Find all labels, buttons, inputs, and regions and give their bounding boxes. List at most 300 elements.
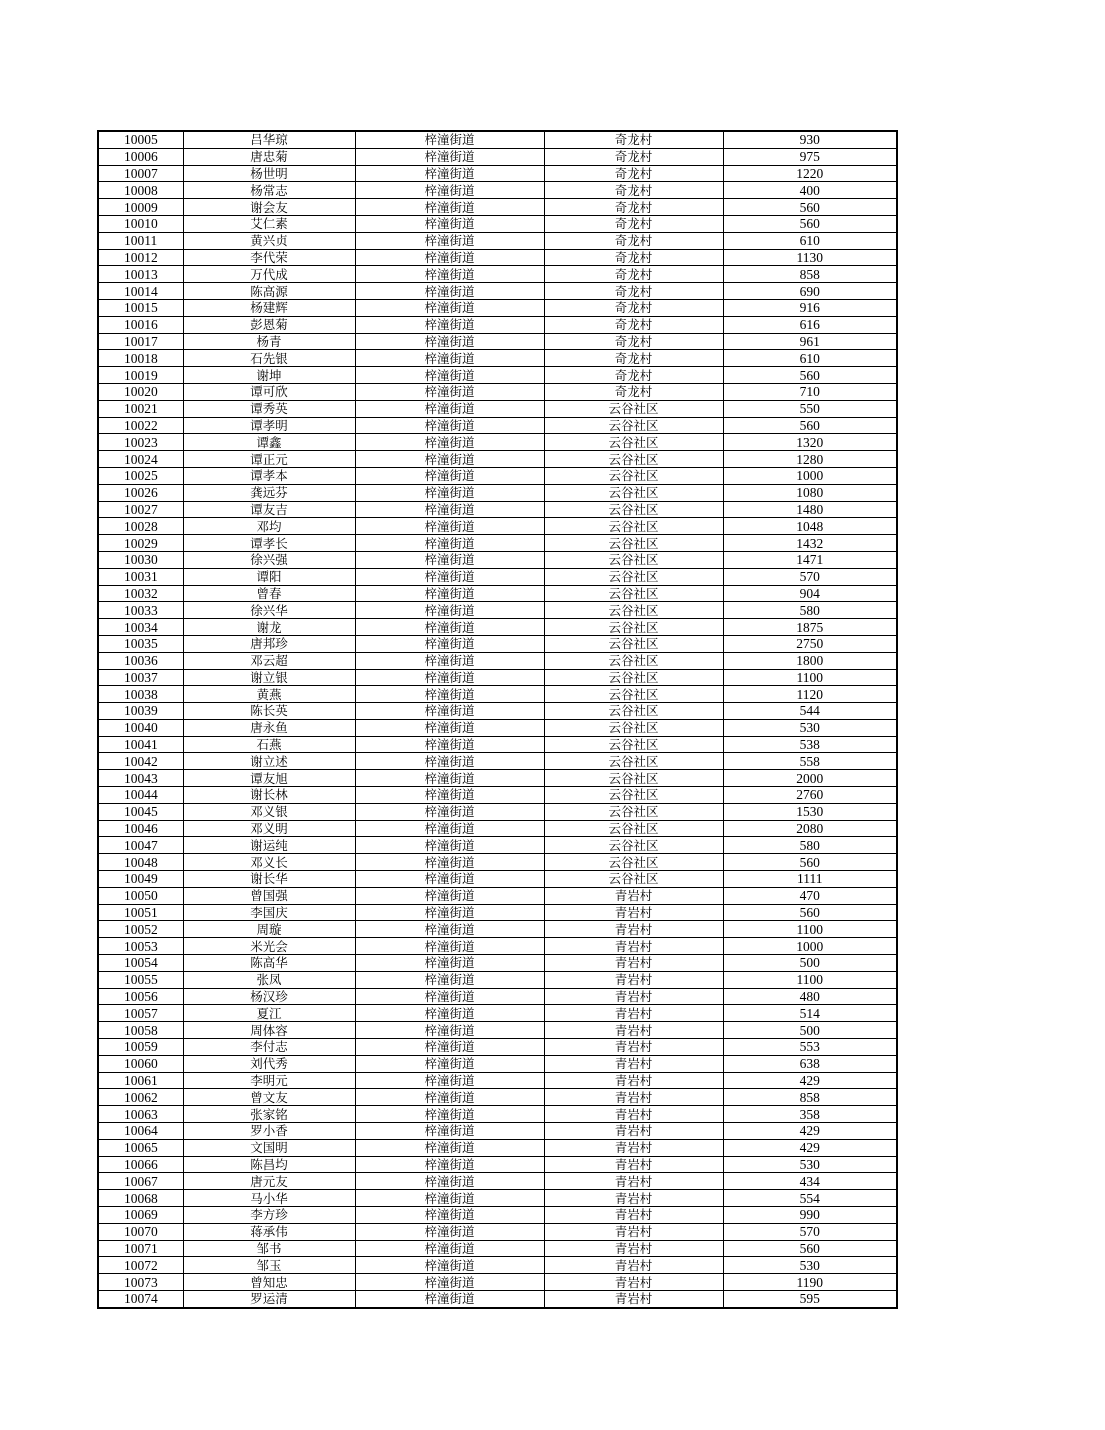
street-cell: 梓潼街道 [355,686,544,703]
name-cell: 周璇 [183,921,355,938]
record-id-cell: 10072 [98,1257,183,1274]
table-row [98,299,897,316]
record-id-cell: 10028 [98,518,183,535]
table-row [98,551,897,568]
amount-cell: 560 [723,199,897,216]
name-cell: 杨常志 [183,182,355,199]
amount-cell: 1111 [723,871,897,888]
table-row [98,1123,897,1140]
street-cell: 梓潼街道 [355,148,544,165]
amount-cell: 638 [723,1055,897,1072]
street-cell: 梓潼街道 [355,1005,544,1022]
village-cell: 青岩村 [544,1257,723,1274]
record-id-cell: 10021 [98,400,183,417]
street-cell: 梓潼街道 [355,400,544,417]
street-cell: 梓潼街道 [355,1106,544,1123]
street-cell: 梓潼街道 [355,350,544,367]
street-cell: 梓潼街道 [355,283,544,300]
village-cell: 云谷社区 [544,719,723,736]
record-id-cell: 10007 [98,165,183,182]
record-id-cell: 10056 [98,988,183,1005]
name-cell: 邹玉 [183,1257,355,1274]
table-row [98,518,897,535]
record-id-cell: 10057 [98,1005,183,1022]
street-cell: 梓潼街道 [355,854,544,871]
table-row [98,871,897,888]
street-cell: 梓潼街道 [355,501,544,518]
table-row [98,904,897,921]
street-cell: 梓潼街道 [355,1055,544,1072]
record-id-cell: 10026 [98,484,183,501]
name-cell: 曾知忠 [183,1274,355,1291]
name-cell: 石燕 [183,736,355,753]
village-cell: 青岩村 [544,1123,723,1140]
amount-cell: 2000 [723,770,897,787]
street-cell: 梓潼街道 [355,1089,544,1106]
table-row [98,367,897,384]
table-row [98,182,897,199]
name-cell: 文国明 [183,1139,355,1156]
name-cell: 唐忠菊 [183,148,355,165]
table-row [98,820,897,837]
amount-cell: 560 [723,215,897,232]
amount-cell: 1480 [723,501,897,518]
village-cell: 云谷社区 [544,568,723,585]
name-cell: 谢龙 [183,619,355,636]
table-row [98,955,897,972]
name-cell: 谭可欣 [183,383,355,400]
village-cell: 青岩村 [544,1022,723,1039]
amount-cell: 1320 [723,434,897,451]
record-id-cell: 10011 [98,232,183,249]
name-cell: 谢立银 [183,669,355,686]
street-cell: 梓潼街道 [355,1139,544,1156]
name-cell: 邓义长 [183,854,355,871]
table-row [98,1005,897,1022]
table-row [98,887,897,904]
amount-cell: 904 [723,585,897,602]
name-cell: 周体容 [183,1022,355,1039]
name-cell: 曾春 [183,585,355,602]
record-id-cell: 10048 [98,854,183,871]
street-cell: 梓潼街道 [355,518,544,535]
table-row [98,1072,897,1089]
street-cell: 梓潼街道 [355,787,544,804]
table-row [98,585,897,602]
amount-cell: 1875 [723,619,897,636]
table-row [98,837,897,854]
name-cell: 谭孝明 [183,417,355,434]
street-cell: 梓潼街道 [355,602,544,619]
amount-cell: 1471 [723,551,897,568]
name-cell: 李付志 [183,1039,355,1056]
record-id-cell: 10058 [98,1022,183,1039]
table-row [98,333,897,350]
village-cell: 青岩村 [544,1274,723,1291]
amount-cell: 429 [723,1072,897,1089]
village-cell: 奇龙村 [544,367,723,384]
street-cell: 梓潼街道 [355,467,544,484]
village-cell: 云谷社区 [544,619,723,636]
street-cell: 梓潼街道 [355,182,544,199]
name-cell: 石先银 [183,350,355,367]
record-id-cell: 10063 [98,1106,183,1123]
street-cell: 梓潼街道 [355,131,544,148]
name-cell: 蒋承伟 [183,1223,355,1240]
table-row [98,1207,897,1224]
village-cell: 云谷社区 [544,535,723,552]
amount-cell: 470 [723,887,897,904]
village-cell: 云谷社区 [544,501,723,518]
amount-cell: 1280 [723,451,897,468]
amount-cell: 500 [723,955,897,972]
table-row [98,535,897,552]
amount-cell: 1800 [723,652,897,669]
record-id-cell: 10018 [98,350,183,367]
name-cell: 邓均 [183,518,355,535]
street-cell: 梓潼街道 [355,736,544,753]
amount-cell: 570 [723,1223,897,1240]
record-id-cell: 10031 [98,568,183,585]
record-id-cell: 10030 [98,551,183,568]
table-row [98,1290,897,1307]
name-cell: 杨建辉 [183,299,355,316]
amount-cell: 990 [723,1207,897,1224]
table-row [98,484,897,501]
amount-cell: 1000 [723,938,897,955]
record-id-cell: 10073 [98,1274,183,1291]
street-cell: 梓潼街道 [355,820,544,837]
table-row [98,921,897,938]
street-cell: 梓潼街道 [355,619,544,636]
village-cell: 奇龙村 [544,165,723,182]
amount-cell: 930 [723,131,897,148]
village-cell: 奇龙村 [544,350,723,367]
village-cell: 云谷社区 [544,703,723,720]
record-id-cell: 10009 [98,199,183,216]
name-cell: 谭秀英 [183,400,355,417]
street-cell: 梓潼街道 [355,199,544,216]
village-cell: 云谷社区 [544,652,723,669]
table-row [98,1240,897,1257]
name-cell: 唐元友 [183,1173,355,1190]
street-cell: 梓潼街道 [355,1173,544,1190]
village-cell: 云谷社区 [544,871,723,888]
street-cell: 梓潼街道 [355,1274,544,1291]
village-cell: 青岩村 [544,904,723,921]
table-row [98,165,897,182]
record-id-cell: 10069 [98,1207,183,1224]
name-cell: 杨青 [183,333,355,350]
amount-cell: 429 [723,1123,897,1140]
table-row [98,1257,897,1274]
record-id-cell: 10013 [98,266,183,283]
amount-cell: 595 [723,1290,897,1307]
street-cell: 梓潼街道 [355,1156,544,1173]
amount-cell: 480 [723,988,897,1005]
table-row [98,400,897,417]
amount-cell: 2750 [723,635,897,652]
table-row [98,434,897,451]
table-row [98,1139,897,1156]
amount-cell: 1190 [723,1274,897,1291]
village-cell: 青岩村 [544,938,723,955]
table-row [98,803,897,820]
village-cell: 青岩村 [544,1173,723,1190]
village-cell: 云谷社区 [544,770,723,787]
record-id-cell: 10020 [98,383,183,400]
street-cell: 梓潼街道 [355,484,544,501]
amount-cell: 975 [723,148,897,165]
table-row [98,1089,897,1106]
street-cell: 梓潼街道 [355,803,544,820]
table-row [98,148,897,165]
table-row [98,787,897,804]
table-row [98,1223,897,1240]
amount-cell: 1000 [723,467,897,484]
village-cell: 青岩村 [544,1072,723,1089]
village-cell: 云谷社区 [544,686,723,703]
name-cell: 万代成 [183,266,355,283]
amount-cell: 1100 [723,971,897,988]
village-cell: 云谷社区 [544,551,723,568]
village-cell: 云谷社区 [544,484,723,501]
street-cell: 梓潼街道 [355,299,544,316]
village-cell: 奇龙村 [544,316,723,333]
record-id-cell: 10006 [98,148,183,165]
record-id-cell: 10053 [98,938,183,955]
name-cell: 谭孝长 [183,535,355,552]
table-row [98,568,897,585]
record-id-cell: 10064 [98,1123,183,1140]
data-table [97,130,898,1309]
name-cell: 谢立述 [183,753,355,770]
street-cell: 梓潼街道 [355,1022,544,1039]
street-cell: 梓潼街道 [355,266,544,283]
name-cell: 杨世明 [183,165,355,182]
street-cell: 梓潼街道 [355,434,544,451]
name-cell: 谭阳 [183,568,355,585]
name-cell: 谢会友 [183,199,355,216]
name-cell: 夏江 [183,1005,355,1022]
village-cell: 青岩村 [544,1223,723,1240]
amount-cell: 429 [723,1139,897,1156]
village-cell: 奇龙村 [544,182,723,199]
name-cell: 谭友吉 [183,501,355,518]
amount-cell: 558 [723,753,897,770]
table-row [98,1190,897,1207]
record-id-cell: 10062 [98,1089,183,1106]
record-id-cell: 10061 [98,1072,183,1089]
village-cell: 青岩村 [544,1190,723,1207]
street-cell: 梓潼街道 [355,652,544,669]
street-cell: 梓潼街道 [355,753,544,770]
amount-cell: 530 [723,719,897,736]
table-row [98,669,897,686]
name-cell: 李方珍 [183,1207,355,1224]
amount-cell: 690 [723,283,897,300]
amount-cell: 560 [723,904,897,921]
record-id-cell: 10024 [98,451,183,468]
name-cell: 彭恩菊 [183,316,355,333]
name-cell: 徐兴强 [183,551,355,568]
name-cell: 邹书 [183,1240,355,1257]
amount-cell: 1120 [723,686,897,703]
name-cell: 徐兴华 [183,602,355,619]
amount-cell: 916 [723,299,897,316]
village-cell: 云谷社区 [544,787,723,804]
table-row [98,988,897,1005]
street-cell: 梓潼街道 [355,669,544,686]
table-row [98,1106,897,1123]
village-cell: 奇龙村 [544,283,723,300]
name-cell: 艾仁素 [183,215,355,232]
table-row [98,1156,897,1173]
table-row [98,1055,897,1072]
record-id-cell: 10051 [98,904,183,921]
table-row [98,703,897,720]
name-cell: 张凤 [183,971,355,988]
amount-cell: 560 [723,417,897,434]
street-cell: 梓潼街道 [355,1123,544,1140]
street-cell: 梓潼街道 [355,1257,544,1274]
name-cell: 曾文友 [183,1089,355,1106]
village-cell: 云谷社区 [544,753,723,770]
record-id-cell: 10010 [98,215,183,232]
table-row [98,316,897,333]
table-row [98,451,897,468]
record-id-cell: 10044 [98,787,183,804]
record-id-cell: 10055 [98,971,183,988]
amount-cell: 554 [723,1190,897,1207]
table-row [98,1039,897,1056]
record-id-cell: 10033 [98,602,183,619]
amount-cell: 500 [723,1022,897,1039]
record-id-cell: 10008 [98,182,183,199]
amount-cell: 560 [723,1240,897,1257]
record-id-cell: 10068 [98,1190,183,1207]
record-id-cell: 10014 [98,283,183,300]
street-cell: 梓潼街道 [355,165,544,182]
village-cell: 青岩村 [544,1290,723,1307]
amount-cell: 1530 [723,803,897,820]
amount-cell: 560 [723,854,897,871]
amount-cell: 544 [723,703,897,720]
name-cell: 杨汉珍 [183,988,355,1005]
village-cell: 青岩村 [544,887,723,904]
village-cell: 云谷社区 [544,434,723,451]
name-cell: 米光会 [183,938,355,955]
amount-cell: 610 [723,232,897,249]
amount-cell: 961 [723,333,897,350]
street-cell: 梓潼街道 [355,551,544,568]
street-cell: 梓潼街道 [355,887,544,904]
name-cell: 谭鑫 [183,434,355,451]
table-row [98,249,897,266]
name-cell: 唐永鱼 [183,719,355,736]
street-cell: 梓潼街道 [355,417,544,434]
record-id-cell: 10050 [98,887,183,904]
village-cell: 青岩村 [544,1055,723,1072]
street-cell: 梓潼街道 [355,904,544,921]
street-cell: 梓潼街道 [355,1207,544,1224]
amount-cell: 514 [723,1005,897,1022]
amount-cell: 2080 [723,820,897,837]
record-id-cell: 10065 [98,1139,183,1156]
amount-cell: 1048 [723,518,897,535]
village-cell: 奇龙村 [544,232,723,249]
name-cell: 陈高源 [183,283,355,300]
table-row [98,467,897,484]
record-id-cell: 10041 [98,736,183,753]
village-cell: 云谷社区 [544,669,723,686]
table-row [98,283,897,300]
amount-cell: 858 [723,1089,897,1106]
street-cell: 梓潼街道 [355,1039,544,1056]
street-cell: 梓潼街道 [355,1223,544,1240]
village-cell: 青岩村 [544,1089,723,1106]
amount-cell: 858 [723,266,897,283]
name-cell: 马小华 [183,1190,355,1207]
village-cell: 青岩村 [544,1156,723,1173]
village-cell: 奇龙村 [544,215,723,232]
record-id-cell: 10016 [98,316,183,333]
record-id-cell: 10015 [98,299,183,316]
name-cell: 罗运清 [183,1290,355,1307]
name-cell: 李明元 [183,1072,355,1089]
street-cell: 梓潼街道 [355,249,544,266]
village-cell: 奇龙村 [544,131,723,148]
village-cell: 奇龙村 [544,249,723,266]
street-cell: 梓潼街道 [355,568,544,585]
name-cell: 谭正元 [183,451,355,468]
record-id-cell: 10012 [98,249,183,266]
table-body [98,131,897,1308]
street-cell: 梓潼街道 [355,367,544,384]
record-id-cell: 10038 [98,686,183,703]
name-cell: 刘代秀 [183,1055,355,1072]
amount-cell: 570 [723,568,897,585]
street-cell: 梓潼街道 [355,585,544,602]
table-row [98,719,897,736]
street-cell: 梓潼街道 [355,871,544,888]
village-cell: 云谷社区 [544,451,723,468]
table-row [98,350,897,367]
amount-cell: 553 [723,1039,897,1056]
table-row [98,971,897,988]
table-row [98,1274,897,1291]
village-cell: 云谷社区 [544,736,723,753]
record-id-cell: 10029 [98,535,183,552]
street-cell: 梓潼街道 [355,837,544,854]
amount-cell: 530 [723,1257,897,1274]
record-id-cell: 10067 [98,1173,183,1190]
street-cell: 梓潼街道 [355,971,544,988]
amount-cell: 530 [723,1156,897,1173]
record-id-cell: 10052 [98,921,183,938]
name-cell: 李代荣 [183,249,355,266]
record-id-cell: 10043 [98,770,183,787]
name-cell: 陈长英 [183,703,355,720]
street-cell: 梓潼街道 [355,215,544,232]
street-cell: 梓潼街道 [355,451,544,468]
village-cell: 奇龙村 [544,148,723,165]
table-row [98,232,897,249]
record-id-cell: 10035 [98,635,183,652]
street-cell: 梓潼街道 [355,1072,544,1089]
village-cell: 青岩村 [544,921,723,938]
table-row [98,619,897,636]
